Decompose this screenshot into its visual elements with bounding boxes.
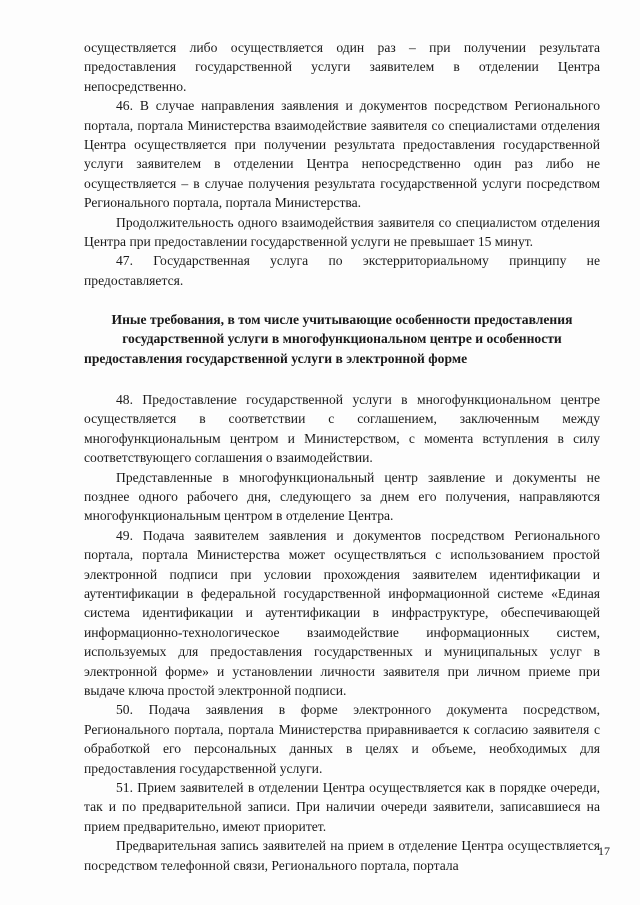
paragraph-50: 50. Подача заявления в форме электронного документа посредством, Регионального портала, портала Министерства приравнивается к согласию заявителя с обработкой его персональных данных в целях и объеме, необходимых для предоставления государственной услуги.	[84, 702, 600, 776]
paragraph-46: 46. В случае направления заявления и документов посредством Регионального портала, портала Министерства взаимодействие заявителя со специалистами отделения Центра осуществляется при получении результата предоставления государственной услуги заявителем в отделении Центра непосредственно один раз либо не осуществляется – в случае получения результата государственной услуги посредством Регионального портала, портала Министерства.	[84, 98, 600, 211]
paragraph-continuation: осуществляется либо осуществляется один раз – при получении результата предоставления государственной услуги заявителем в отделении Центра непосредственно.	[84, 40, 600, 94]
paragraph-preliminary-record: Предварительная запись заявителей на прием в отделение Центра осуществляется посредством телефонной связи, Регионального портала, портала	[84, 838, 600, 873]
paragraph-interaction-duration: Продолжительность одного взаимодействия заявителя со специалистом отделения Центра при предоставлении государственной услуги не превышает 15 минут.	[84, 214, 600, 250]
paragraph-47: 47. Государственная услуга по экстерриториальному принципу не предоставляется.	[84, 253, 600, 288]
paragraph-48: 48. Предоставление государственной услуги в многофункциональном центре осуществляется в соответствии с соглашением, заключенным между многофункциональным центром и Министерством, с момента вступления в силу соответствующего соглашения о взаимодействии.	[84, 391, 600, 466]
page-number: 17	[598, 844, 610, 858]
section-heading: Иные требования, в том числе учитывающие особенности предоставления государственной услуги в многофункциональном центре и особенности предоставления государственной услуги в электронной форме	[84, 312, 573, 366]
document-body	[84, 38, 600, 875]
paragraph-49: 49. Подача заявителем заявления и документов посредством Регионального портала, портала Министерства может осуществляться с использованием простой электронной подписи при условии прохождения заявителем идентификации и аутентификации в федеральной государственной информационной системе «Единая система идентификации и аутентификации в инфраструктуре, обеспечивающей информационно-технологическое взаимодействие информационных систем, используемых для предоставления государственных и муниципальных услуг в электронной форме» и установлении личности заявителя при личном приеме при выдаче ключа простой электронной подписи.	[84, 527, 600, 698]
paragraph-mfc-documents: Представленные в многофункциональный центр заявление и документы не позднее одного рабочего дня, следующего за днем его получения, направляются многофункциональным центром в отделение Центра.	[84, 469, 600, 524]
paragraph-51: 51. Прием заявителей в отделении Центра осуществляется как в порядке очереди, так и по предварительной записи. При наличии очереди заявители, записавшиеся на прием предварительно, имеют приоритет.	[84, 780, 600, 834]
